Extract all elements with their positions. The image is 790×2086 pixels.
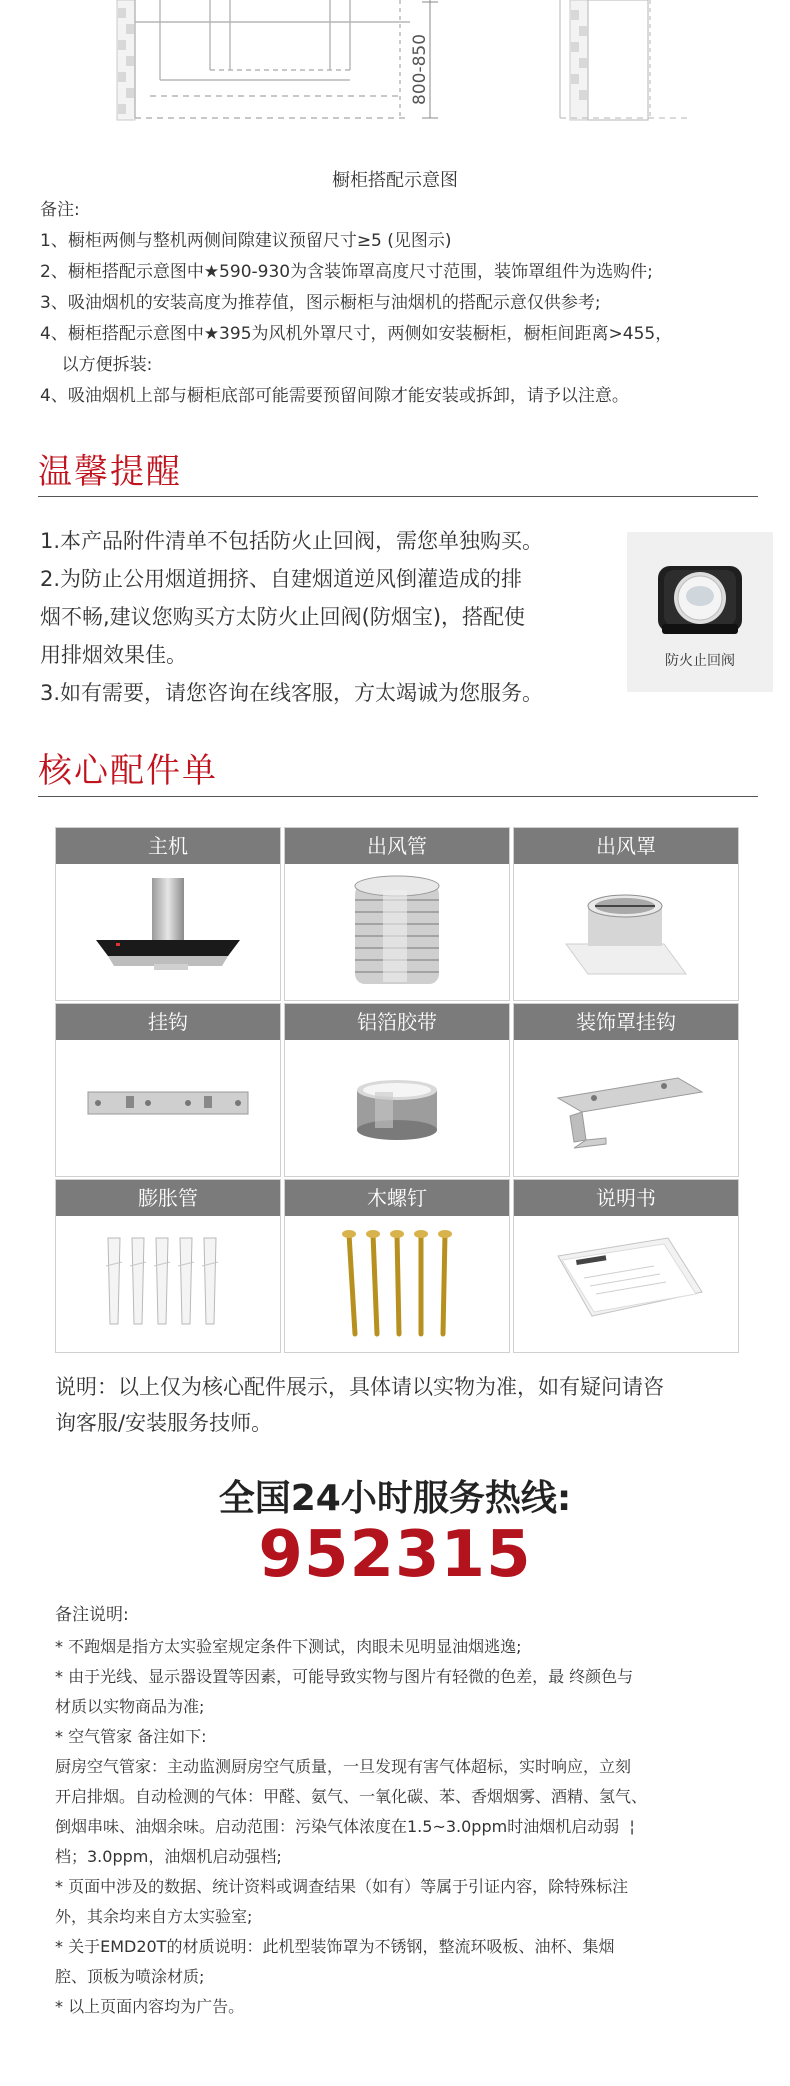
part-label: 铝箔胶带: [285, 1004, 509, 1040]
footer-line: * 不跑烟是指方太实验室规定条件下测试，肉眼未见明显油烟逃逸;: [55, 1637, 522, 1656]
note-line: 4、橱柜搭配示意图中★395为风机外罩尺寸，两侧如安装橱柜，橱柜间距离>455，: [40, 324, 673, 344]
note-line: 3、吸油烟机的安装高度为推荐值，图示橱柜与油烟机的搭配示意仅供参考;: [40, 293, 601, 313]
part-label: 说明书: [514, 1180, 738, 1216]
part-cell-wall-plug: [55, 1179, 281, 1353]
note-line: 4、吸油烟机上部与橱柜底部可能需要预留间隙才能安装或拆卸，请予以注意。: [40, 386, 629, 406]
wall-plug-icon: [56, 1216, 280, 1352]
footer-heading: 备注说明:: [55, 1605, 129, 1625]
part-label: 挂钩: [56, 1004, 280, 1040]
part-label: 主机: [56, 828, 280, 864]
part-cell-cover-hook: [513, 1003, 739, 1177]
footer-line: 外，其余均来自方太实验室;: [55, 1907, 253, 1926]
hotline-number[interactable]: 952315: [258, 1518, 532, 1592]
footer-line: * 页面中涉及的数据、统计资料或调查结果（如有）等属于引证内容，除特殊标注: [55, 1877, 629, 1896]
part-cell-manual: [513, 1179, 739, 1353]
note-line: 以方便拆装:: [40, 355, 153, 375]
section-divider: [38, 496, 758, 497]
range-hood-icon: [56, 864, 280, 1000]
footer-line: * 关于EMD20T的材质说明：此机型装饰罩为不锈钢，整流环吸板、油杯、集烟: [55, 1937, 615, 1956]
reminder-title: 温馨提醒: [38, 452, 182, 492]
fire-damper-label: 防火止回阀: [665, 653, 735, 669]
parts-description: 询客服/安装服务技师。: [55, 1411, 273, 1435]
parts-description: 说明：以上仅为核心配件展示，具体请以实物为准，如有疑问请咨: [55, 1375, 664, 1399]
footer-line: * 由于光线、显示器设置等因素，可能导致实物与图片有轻微的色差，最 终颜色与: [55, 1667, 634, 1686]
hotline-title: 全国24小时服务热线:: [218, 1478, 572, 1519]
cover-hook-icon: [514, 1040, 738, 1176]
note-line: 2、橱柜搭配示意图中★590-930为含装饰罩高度尺寸范围，装饰罩组件为选购件;: [40, 262, 653, 282]
notes-heading: 备注:: [40, 200, 80, 220]
manual-icon: [514, 1216, 738, 1352]
note-line: 1、橱柜两侧与整机两侧间隙建议预留尺寸≥5 (见图示): [40, 231, 452, 251]
right-brick-wall: [560, 0, 690, 120]
reminder-line: 烟不畅,建议您购买方太防火止回阀(防烟宝)，搭配使: [40, 605, 526, 629]
part-cell-foil-tape: [284, 1003, 510, 1177]
part-label: 出风罩: [514, 828, 738, 864]
dimension-label: 800-850: [410, 33, 430, 105]
cabinet-diagram: [0, 0, 790, 150]
hook-bracket-icon: [56, 1040, 280, 1176]
footer-line: 开启排烟。自动检测的气体：甲醛、氨气、一氧化碳、苯、香烟烟雾、酒精、氢气、: [55, 1787, 648, 1806]
section-divider: [38, 796, 758, 797]
reminder-line: 3.如有需要，请您咨询在线客服，方太竭诚为您服务。: [40, 681, 544, 705]
foil-tape-icon: [285, 1040, 509, 1176]
footer-line: * 以上页面内容均为广告。: [55, 1997, 245, 2016]
footer-line: 档；3.0ppm，油烟机启动强档;: [55, 1847, 282, 1866]
diagram-caption: 橱柜搭配示意图: [332, 170, 458, 191]
part-label: 木螺钉: [285, 1180, 509, 1216]
left-brick-wall: [117, 0, 135, 120]
reminder-line: 2.为防止公用烟道拥挤、自建烟道逆风倒灌造成的排: [40, 567, 523, 591]
footer-line: 腔、顶板为喷涂材质;: [55, 1967, 205, 1986]
reminder-line: 用排烟效果佳。: [40, 643, 187, 667]
outlet-cover-icon: [514, 864, 738, 1000]
part-label: 出风管: [285, 828, 509, 864]
cabinet-outline: [135, 0, 410, 118]
part-cell-main-unit: [55, 827, 281, 1001]
footer-line: * 空气管家 备注如下:: [55, 1727, 207, 1746]
reminder-line: 1.本产品附件清单不包括防火止回阀，需您单独购买。: [40, 529, 544, 553]
fire-damper-icon: [650, 560, 750, 640]
footer-line: 厨房空气管家：主动监测厨房空气质量，一旦发现有害气体超标，实时响应，立刻: [55, 1757, 632, 1776]
part-cell-wood-screw: [284, 1179, 510, 1353]
part-cell-duct: [284, 827, 510, 1001]
part-cell-outlet-cover: [513, 827, 739, 1001]
wood-screw-icon: [285, 1216, 509, 1352]
parts-title: 核心配件单: [38, 751, 218, 791]
footer-line: 材质以实物商品为准;: [55, 1697, 205, 1716]
fire-damper-card: [627, 532, 773, 692]
part-label: 膨胀管: [56, 1180, 280, 1216]
footer-line: 倒烟串味、油烟余味。启动范围：污染气体浓度在1.5~3.0ppm时油烟机启动弱 ¦: [55, 1817, 635, 1836]
aluminum-duct-icon: [285, 864, 509, 1000]
part-cell-hook: [55, 1003, 281, 1177]
part-label: 装饰罩挂钩: [514, 1004, 738, 1040]
